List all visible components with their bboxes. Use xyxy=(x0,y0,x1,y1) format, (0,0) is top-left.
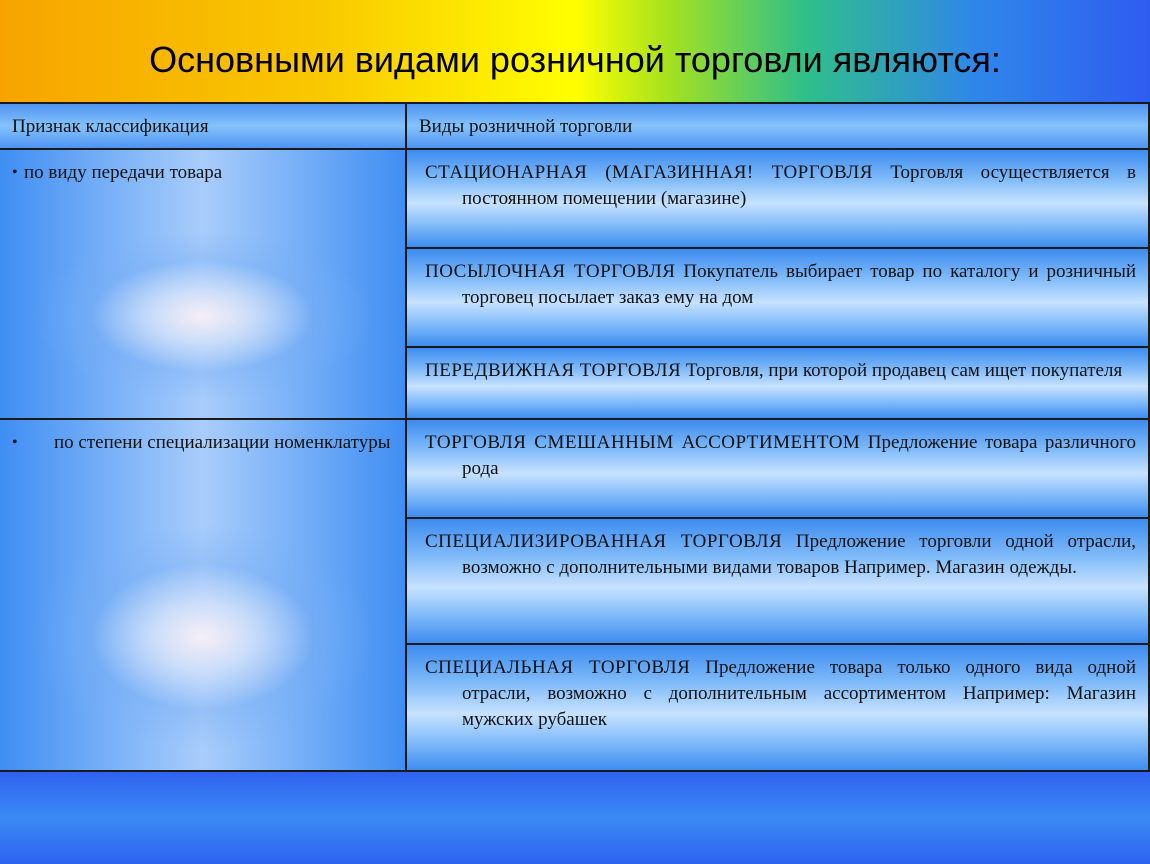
type-name: ТОРГОВЛЯ СМЕШАННЫМ АССОРТИМЕНТОМ xyxy=(425,432,861,453)
header-types xyxy=(407,104,1150,150)
type-item xyxy=(425,160,1136,212)
criterion-text: по виду передачи товара xyxy=(24,162,223,183)
bullet-icon: • xyxy=(12,434,18,451)
header-types-label: Виды розничной торговли xyxy=(419,116,633,137)
type-desc: Предложение товара различного рода xyxy=(462,432,1137,479)
type-cell xyxy=(407,519,1150,645)
type-desc: Предложение товара только одного вида одной отрасли, возможно с дополнительным ассортиментом Например: Магазин мужских рубашек xyxy=(462,657,1136,730)
criterion-cell-2 xyxy=(0,420,407,772)
type-cell xyxy=(407,420,1150,519)
title-bar xyxy=(0,0,1150,104)
type-name: ПЕРЕДВИЖНАЯ ТОРГОВЛЯ xyxy=(425,360,682,381)
type-name: СПЕЦИАЛИЗИРОВАННАЯ ТОРГОВЛЯ xyxy=(425,531,783,552)
retail-types-table xyxy=(0,104,1150,772)
bullet-icon: • xyxy=(12,164,18,181)
header-criterion xyxy=(0,104,407,150)
type-item xyxy=(425,529,1136,581)
type-cell xyxy=(407,150,1150,249)
type-desc: Покупатель выбирает товар по каталогу и розничный торговец посылает заказ ему на дом xyxy=(462,261,1136,308)
type-name: СТАЦИОНАРНАЯ (МАГАЗИННАЯ! ТОРГОВЛЯ xyxy=(425,162,873,183)
type-desc: Торговля, при которой продавец сам ищет покупателя xyxy=(685,360,1123,381)
type-cell xyxy=(407,249,1150,348)
type-item xyxy=(425,259,1136,311)
type-item xyxy=(425,655,1136,733)
type-item xyxy=(425,358,1136,384)
type-name: ПОСЫЛОЧНАЯ ТОРГОВЛЯ xyxy=(425,261,676,282)
criterion-cell-1 xyxy=(0,150,407,420)
type-desc: Торговля осуществляется в постоянном помещении (магазине) xyxy=(462,162,1136,209)
type-name: СПЕЦИАЛЬНАЯ ТОРГОВЛЯ xyxy=(425,657,691,678)
slide-title: Основными видами розничной торговли являются: xyxy=(149,39,1001,80)
type-cell xyxy=(407,645,1150,772)
type-desc: Предложение торговли одной отрасли, возможно с дополнительными видами товаров Например. Магазин одежды. xyxy=(462,531,1137,578)
header-criterion-label: Признак классификация xyxy=(12,116,209,137)
criterion-text: по степени специализации номенклатуры xyxy=(54,432,391,453)
type-item xyxy=(425,430,1136,482)
bottom-band xyxy=(0,772,1150,864)
type-cell xyxy=(407,348,1150,420)
